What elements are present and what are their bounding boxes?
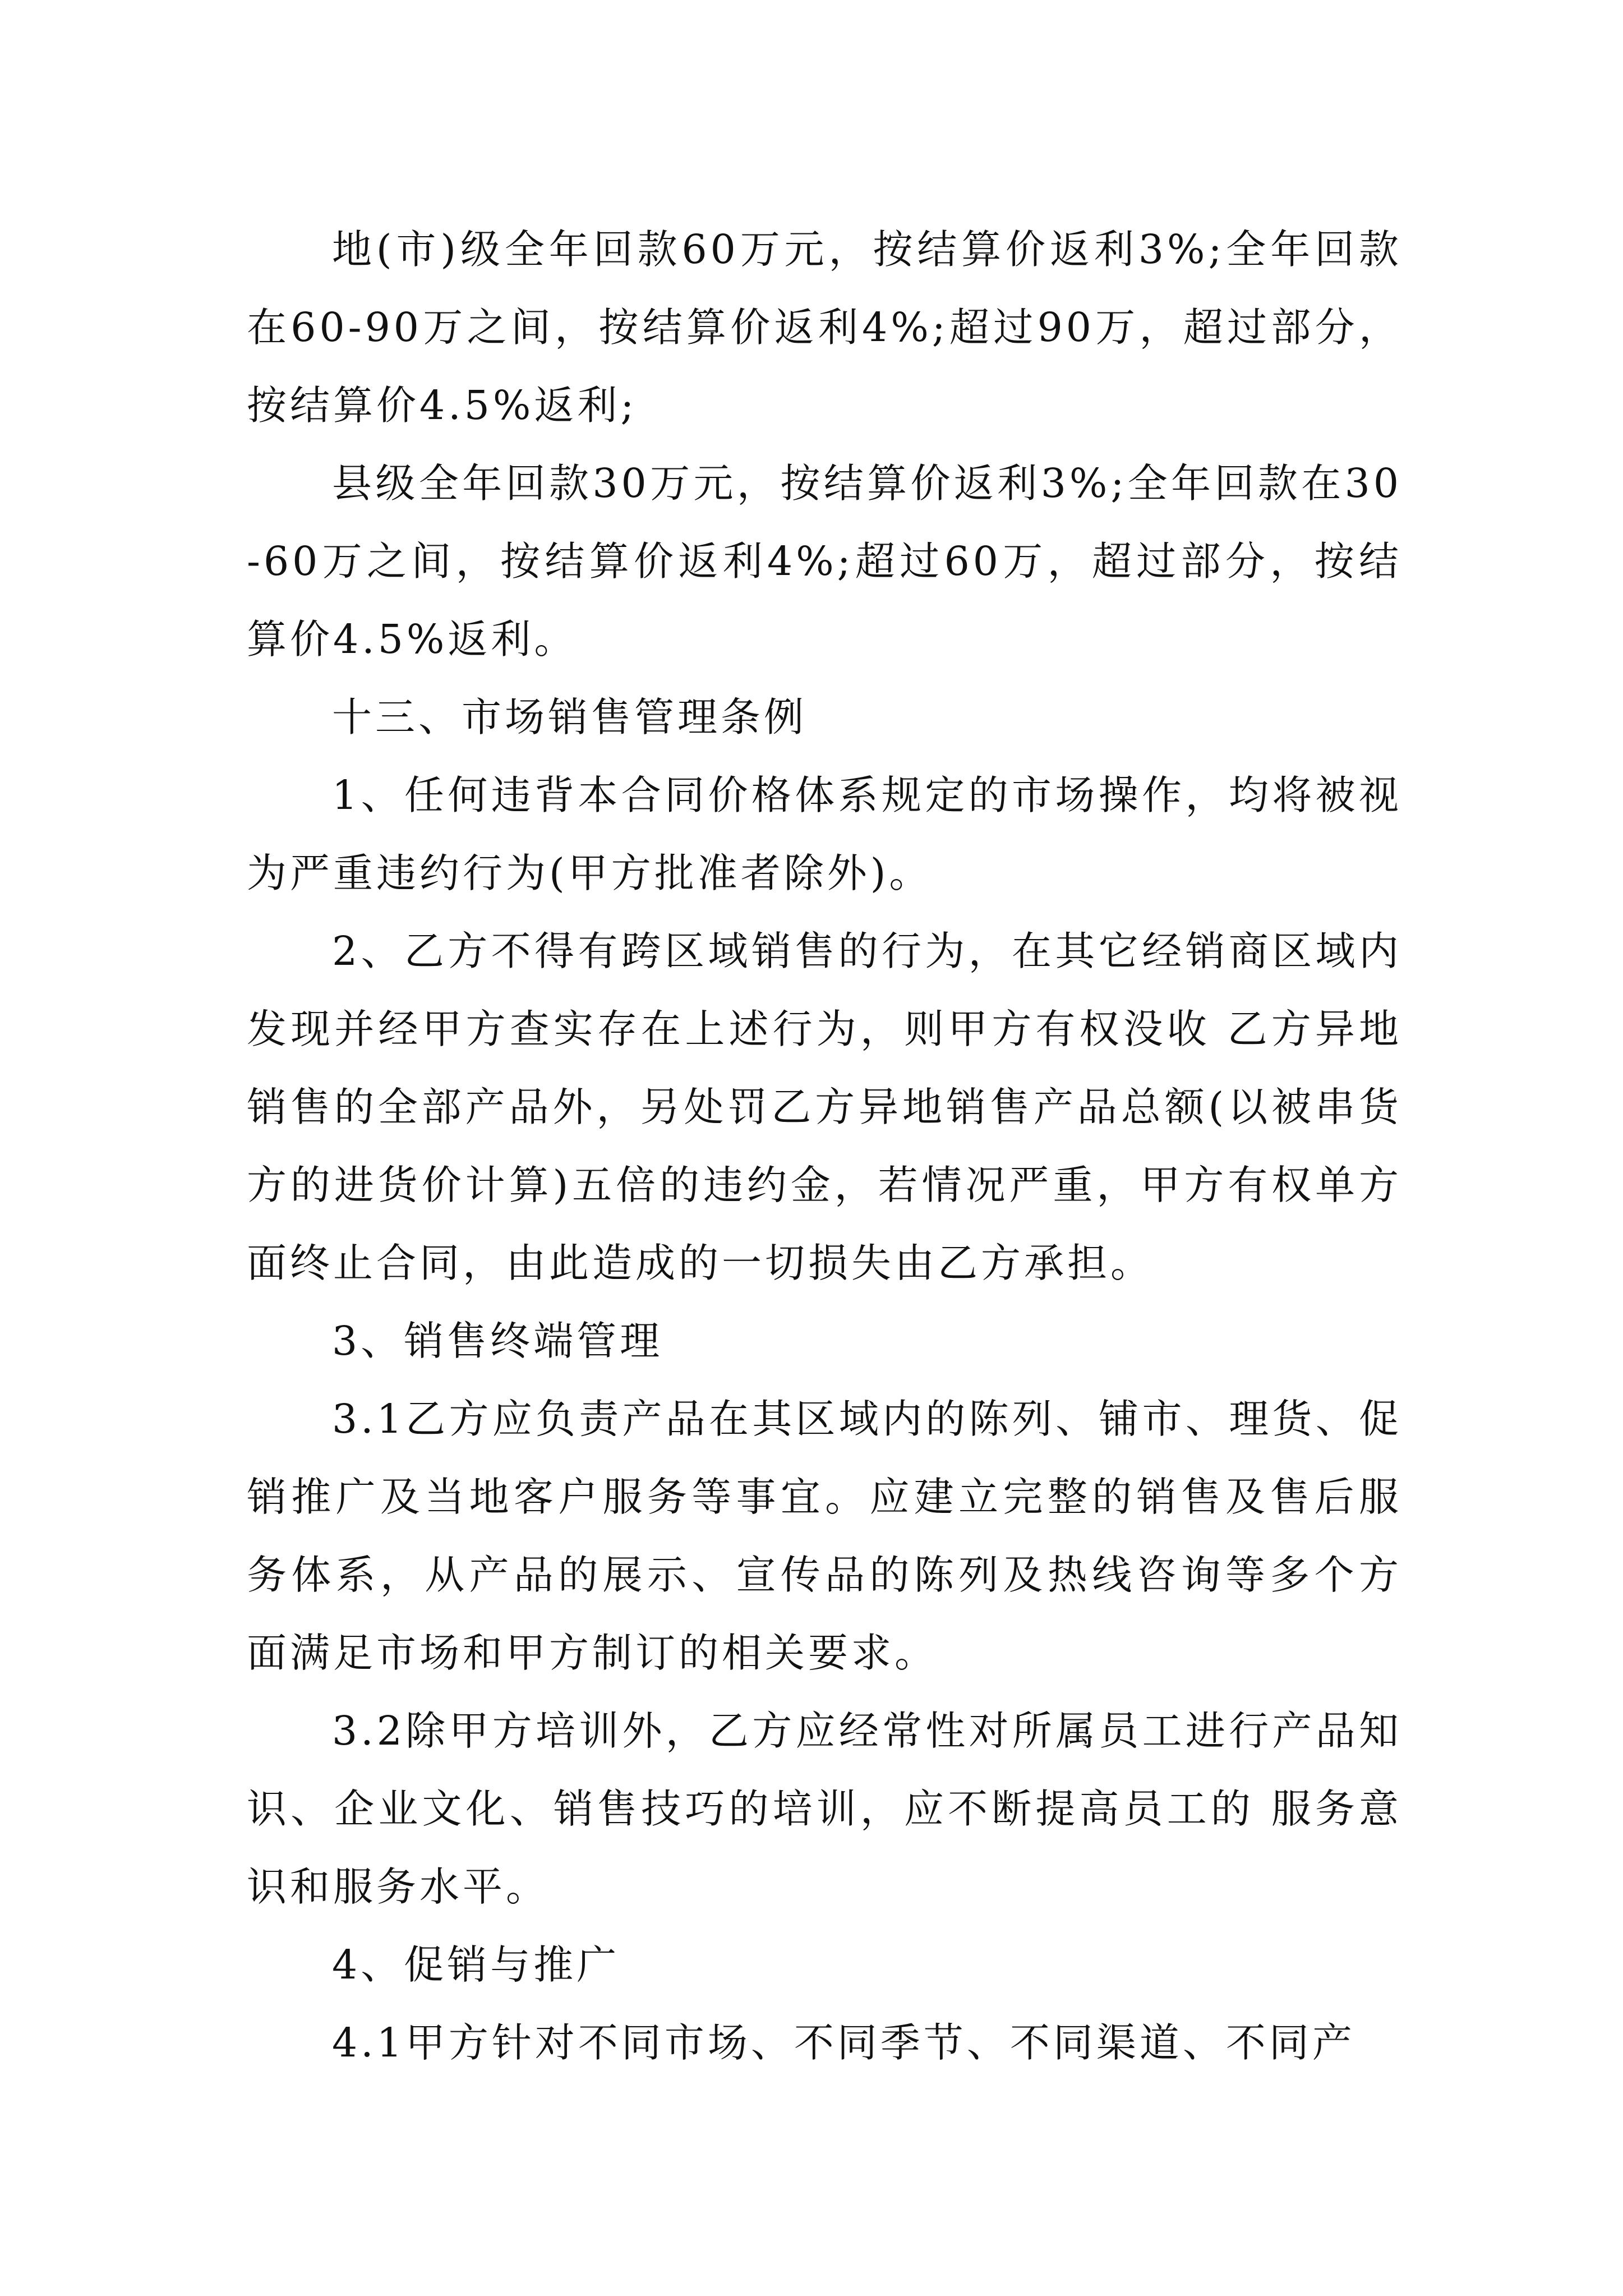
- paragraph-clause-3-2: 3.2除甲方培训外，乙方应经常性对所属员工进行产品知识、企业文化、销售技巧的培训，应不断提高员工的 服务意识和服务水平。: [247, 1708, 1402, 1910]
- section-heading-13: 十三、市场销售管理条例: [332, 694, 808, 740]
- paragraph-clause-2: 2、乙方不得有跨区域销售的行为，在其它经销商区域内发现并经甲方查实存在上述行为，则甲方有权没收 乙方异地销售的全部产品外，另处罚乙方异地销售产品总额(以被串货方的进货价计算)五倍的违约金，若情况严重，甲方有权单方面终止合同，由此造成的一切损失由乙方承担。: [247, 928, 1402, 1286]
- paragraph-prefecture-rebate: 地(市)级全年回款60万元，按结算价返利3%;全年回款在60-90万之间，按结算价返利4%;超过90万，超过部分，按结算价4.5%返利;: [247, 226, 1402, 429]
- paragraph-clause-3-heading: 3、销售终端管理: [332, 1318, 663, 1364]
- paragraph-clause-3-1: 3.1乙方应负责产品在其区域内的陈列、铺市、理货、促销推广及当地客户服务等事宜。应建立完整的销售及售后服务体系，从产品的展示、宣传品的陈列及热线咨询等多个方面满足市场和甲方制订的相关要求。: [247, 1396, 1402, 1676]
- paragraph-clause-4-1: 4.1甲方针对不同市场、不同季节、不同渠道、不同产: [332, 2019, 1355, 2066]
- paragraph-county-rebate: 县级全年回款30万元，按结算价返利3%;全年回款在30-60万之间，按结算价返利4%;超过60万，超过部分，按结算价4.5%返利。: [247, 460, 1402, 662]
- paragraph-clause-4-heading: 4、促销与推广: [332, 1941, 620, 1988]
- paragraph-clause-1: 1、任何违背本合同价格体系规定的市场操作，均将被视为严重违约行为(甲方批准者除外)。: [247, 772, 1402, 896]
